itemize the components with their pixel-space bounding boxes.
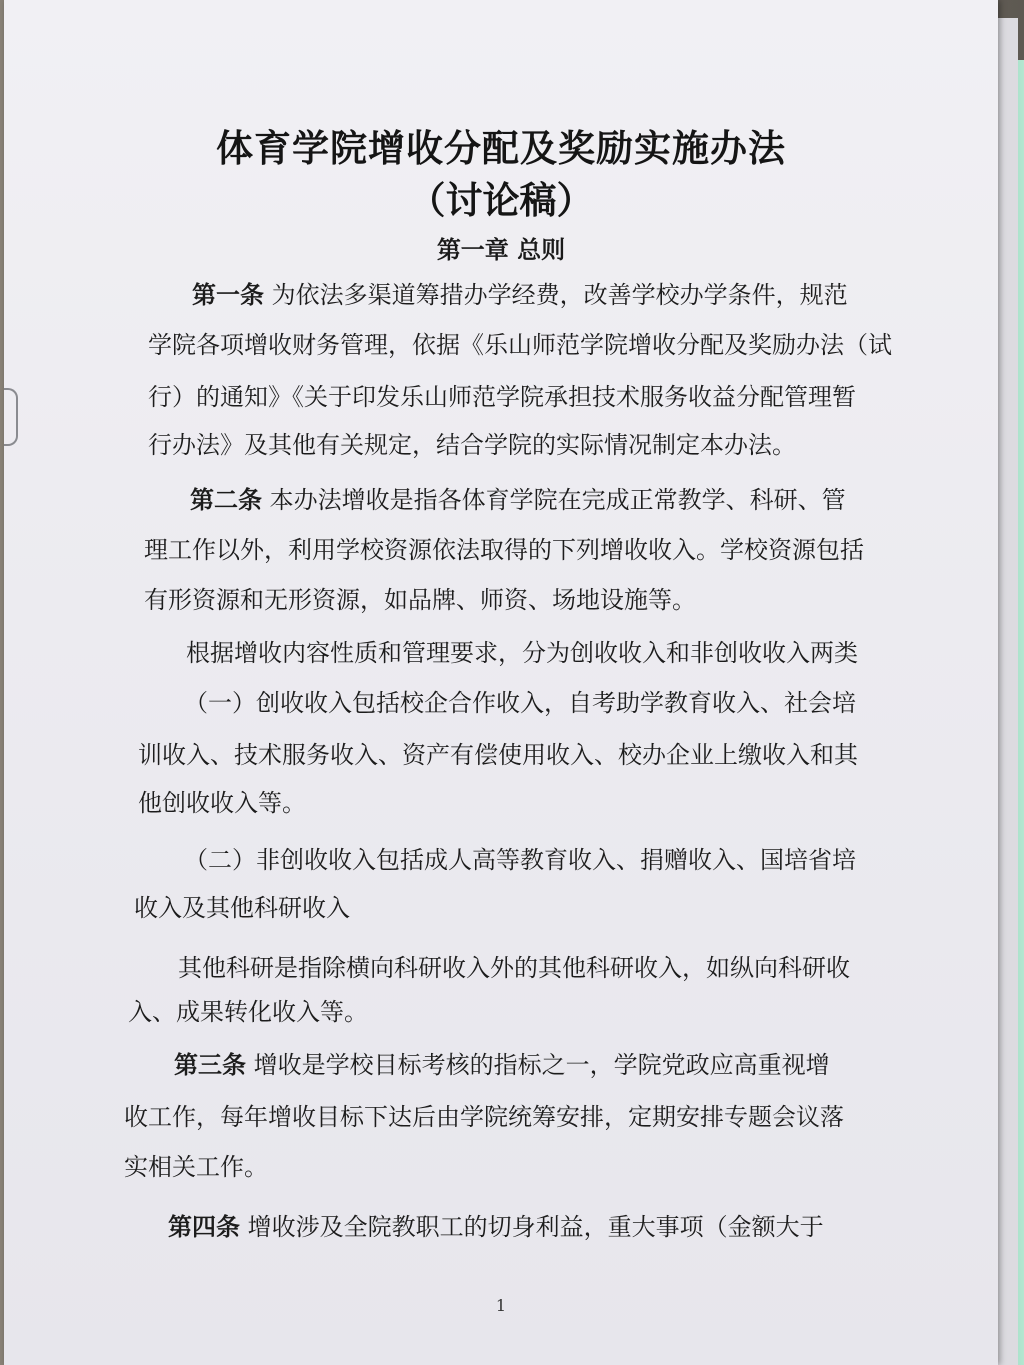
binder-clip [4, 388, 18, 446]
line-text: 入、成果转化收入等。 [128, 998, 368, 1026]
line-text: 收入及其他科研收入 [134, 894, 350, 922]
text-line [128, 997, 368, 1027]
text-line [184, 688, 856, 718]
text-line [178, 953, 850, 983]
line-text: 实相关工作。 [124, 1153, 268, 1181]
text-line [148, 430, 796, 460]
text-line [148, 382, 856, 412]
text-line [186, 638, 858, 668]
line-text: （二）非创收收入包括成人高等教育收入、捐赠收入、国培省培 [184, 846, 856, 874]
text-line [168, 1212, 824, 1242]
document-title: 体育学院增收分配及奖励实施办法 [216, 126, 786, 170]
text-line [148, 330, 892, 360]
text-line [192, 280, 848, 310]
document-page [4, 0, 998, 1365]
text-line [138, 788, 306, 818]
article-label: 第二条 [190, 485, 262, 514]
line-text: 行办法》及其他有关规定，结合学院的实际情况制定本办法。 [148, 431, 796, 459]
page-number: 1 [495, 1296, 507, 1315]
line-text: 行）的通知》《关于印发乐山师范学院承担技术服务收益分配管理暂 [148, 383, 856, 411]
line-text: 学院各项增收财务管理，依据《乐山师范学院增收分配及奖励办法（试 [148, 331, 892, 359]
text-line [190, 485, 846, 515]
line-text: 有形资源和无形资源，如品牌、师资、场地设施等。 [144, 586, 696, 614]
text-line [144, 585, 696, 615]
line-text: 增收涉及全院教职工的切身利益，重大事项（金额大于 [247, 1213, 824, 1241]
article-label: 第三条 [174, 1050, 246, 1079]
text-line [174, 1050, 830, 1080]
article-label: 第四条 [168, 1212, 240, 1241]
text-line [138, 740, 858, 770]
document-subtitle: （讨论稿） [408, 178, 594, 222]
line-text: 其他科研是指除横向科研收入外的其他科研收入，如纵向科研收 [178, 954, 850, 982]
text-line [184, 845, 856, 875]
line-text: 增收是学校目标考核的指标之一，学院党政应高重视增 [253, 1051, 830, 1079]
line-text: 理工作以外，利用学校资源依法取得的下列增收收入。学校资源包括 [144, 536, 864, 564]
line-text: 根据增收内容性质和管理要求，分为创收收入和非创收收入两类 [186, 639, 858, 667]
text-line [144, 535, 864, 565]
line-text: 训收入、技术服务收入、资产有偿使用收入、校办企业上缴收入和其 [138, 741, 858, 769]
line-text: （一）创收收入包括校企合作收入，自考助学教育收入、社会培 [184, 689, 856, 717]
article-label: 第一条 [192, 280, 264, 309]
line-text: 为依法多渠道筹措办学经费，改善学校办学条件，规范 [271, 281, 848, 309]
text-line [124, 1152, 268, 1182]
text-line [134, 893, 350, 923]
text-line [124, 1102, 844, 1132]
line-text: 他创收收入等。 [138, 789, 306, 817]
line-text: 本办法增收是指各体育学院在完成正常教学、科研、管 [269, 486, 846, 514]
line-text: 收工作，每年增收目标下达后由学院统筹安排，定期安排专题会议落 [124, 1103, 844, 1131]
chapter-heading: 第一章 总则 [436, 235, 566, 264]
